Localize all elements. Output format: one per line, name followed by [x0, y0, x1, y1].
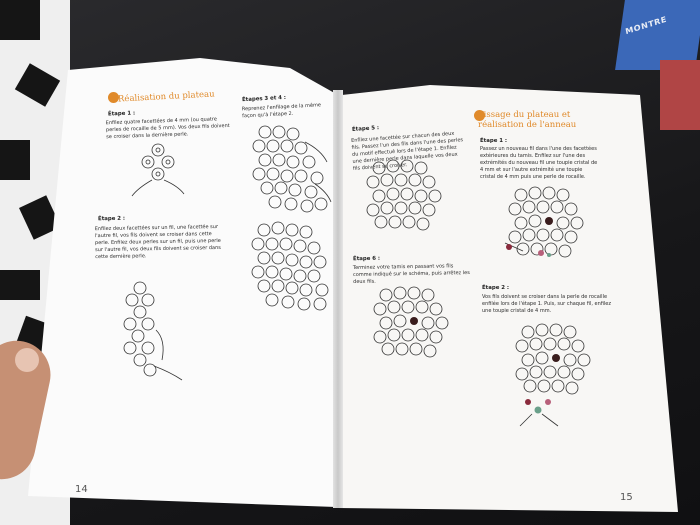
thumb-nail	[15, 348, 39, 372]
left-step2-label: Étape 2 :	[97, 215, 126, 223]
right-step1-text: Passez un nouveau fil dans l'une des facettées extérieures du tamis. Enfilez sur l'une des extrémités du nouveau fil une toupie cristal de 4 mm et sur l'autre extrémité une toupie cristal de 4 mm puis une perle de rocaille.	[480, 146, 598, 180]
right-step2-text: Vos fils doivent se croiser dans la perle de rocaille enfilée lors de l'étape 1. Puis, sur chaque fil, enfilez une toupie cristal de 4 mm.	[482, 294, 612, 314]
right-step1-label: Étape 1 :	[480, 138, 508, 144]
diagram-r-step1	[505, 185, 590, 265]
right-section-title: Tissage du plateau et réalisation de l'anneau	[478, 110, 577, 130]
diagram-step6	[372, 285, 457, 370]
left-step1-label: Étape 1 :	[107, 110, 136, 118]
diagram-step3	[255, 122, 335, 212]
diagram-r-step2	[512, 322, 602, 432]
left-section-title: Réalisation du plateau	[117, 89, 215, 105]
right-step2-label: Étape 2 :	[482, 285, 510, 291]
right-step6-text: Terminez votre tamis en passant vos fils comme indiqué sur le schéma, puis arrêtez les deux fils.	[352, 263, 470, 286]
left-step2-text: Enfilez deux facettées sur un fil, une facettée sur l'autre fil, vos fils doivent se croiser dans cette perle. Enfilez deux perles sur un fil, puis une perle sur l'autre fil, vos deux fils doivent se croiser dans cette dernière perle.	[94, 224, 221, 261]
left-step1-text: Enfilez quatre facettées de 4 mm (ou quatre perles de rocaille de 5 mm). Vos deux fils doivent se croiser dans la dernière perle.	[105, 116, 230, 141]
right-step5-text: Enfilez une facettée sur chacun des deux fils. Passez l'un des fils dans l'une des perles du motif effectué lors de l'étape 1. Enfilez une dernière perle dans laquelle vos deux fils doivent se croiser.	[350, 130, 464, 172]
right-step5-label: Étape 5 :	[351, 125, 380, 133]
right-page-number: 15	[620, 492, 633, 503]
diagram-step4	[252, 220, 337, 315]
diagram-step5	[365, 158, 445, 238]
left-step34-label: Étapes 3 et 4 :	[241, 94, 287, 104]
right-step6-label: Étape 6 :	[352, 255, 381, 263]
left-step34-text: Reprenez l'enfilage de la même façon qu'à l'étape 2.	[241, 102, 322, 120]
diagram-step1	[138, 140, 198, 200]
diagram-step2	[120, 280, 190, 390]
red-cloth	[660, 60, 700, 130]
blue-bag: MONTRE	[615, 0, 700, 70]
left-page-number: 14	[75, 484, 88, 495]
